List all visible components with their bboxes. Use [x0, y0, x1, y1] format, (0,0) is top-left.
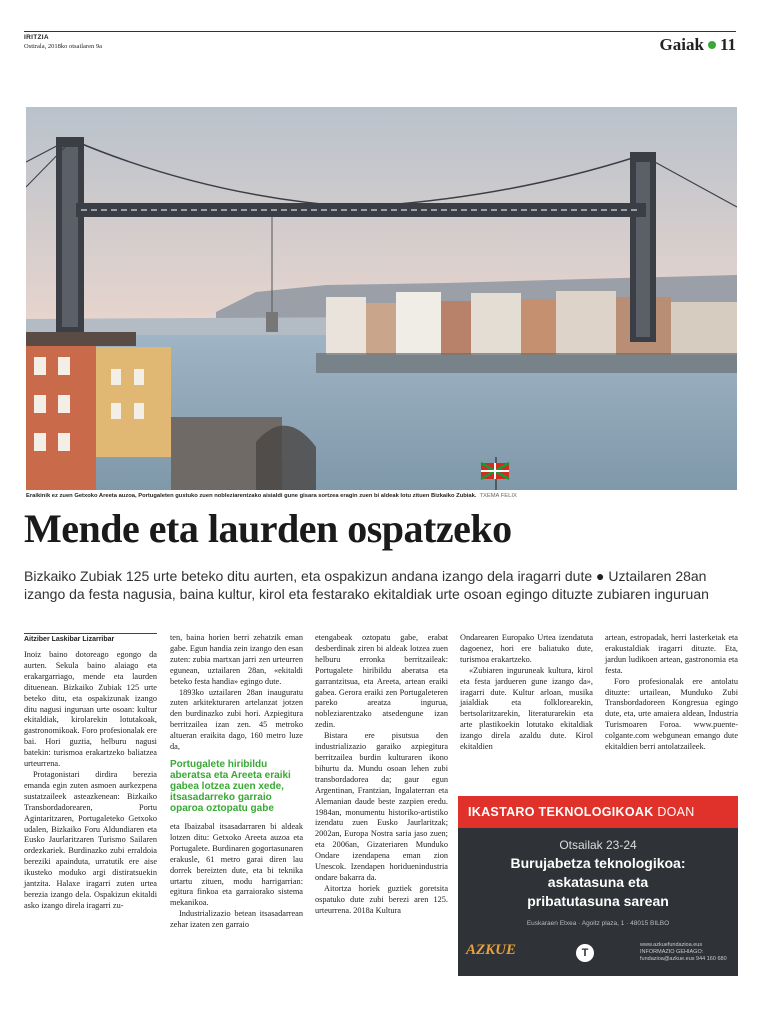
ad-title-line: pribatutasuna sarean — [527, 893, 669, 909]
lead-bullet: ● — [596, 568, 605, 584]
column-1 — [24, 633, 157, 912]
gondola — [266, 312, 278, 332]
photo-credit: TXEMA FELIX — [479, 493, 517, 499]
paragraph: Foro profesionalak ere antolatu dituzte: urtailean, Munduko Zubi Transbordadoreen Kongresua egingo dute, eta, urte amaiera aldean, Industria Turismoaren Foroa. www.puente-colgante.com webgunean emango dute ekitaldien berri antolatzaileek. — [605, 676, 738, 752]
paragraph: Protagonistari dirdira berezia emanda egin zuten asmoen aurkezpena sustatzaileek asteazkenean: Bizkaiko Transbordadorearen, Portu Agintaritzaren, Portugaleteko Getxoko udalen, Bizkaiko Foru Aldundiaren eta Eusko Jaurlaritzaren Turismo Sailaren ordezkariek. Burdinazko zubi erraldoia bereziki apainduta, urratutik ere aise ikusteko moduko argi distiratsuekin jantzita. Halaxe iragarri zuten urtea berezia izango dela. Ospakizun ekitaldi asko izango direla iragarri zu- — [24, 769, 157, 910]
caption-text: Eraikinik ez zuen Getxoko Areeta auzoa, Portugaleten gustuko zuen nobleziarentzako aisialdi gune gisara sortzea eragin zuen bi aldeak lotu zituen Bizkaiko Zubiak. — [26, 493, 477, 499]
section-label: IRITZIA — [24, 34, 49, 41]
green-dot-icon — [708, 41, 716, 49]
lead-part-1: Bizkaiko Zubiak 125 urte beteko ditu aurten, eta ospakizun andana izango dela iragarri dute — [24, 568, 593, 584]
ad-title-line: askatasuna eta — [547, 874, 649, 890]
column-4 — [460, 633, 593, 753]
paragraph: Ondarearen Europako Urtea izendatuta dagoenez, hori ere baliatuko dute, turismoa erakartzeko. — [460, 633, 593, 664]
ad-banner — [458, 796, 738, 828]
pull-quote: Portugalete hiribildu aberatsa eta Areeta eraiki gabea lotzea zuen xede, itsasadarreko garraio oparoa oztopatu gabe — [170, 758, 291, 814]
column-3 — [315, 633, 448, 917]
t-logo-icon: T — [576, 944, 594, 962]
ad-title-line: Burujabetza teknologikoa: — [510, 855, 686, 871]
paragraph: artean, estropadak, herri lasterketak eta erakustaldiak iragarri dituzte. Eta, jardun ludikoen artean, gastronomia eta festa. — [605, 633, 738, 675]
headline: Mende eta laurden ospatzeko — [24, 506, 512, 551]
paragraph: Inoiz baino dotoreago egongo da aurten. Sekula baino alaiago eta erakargarriago, mende eta laurden dituenean. Bizkaiko Zubiak 125 urte beteko ditu, eta ospakizunak izango ditu nagusi inguruan urte osoan: kultur ekitaldiak, kirolarekin lotutakoak, gastronomikoak. Foro profesionalak ere bai. Hori guztia, helburu nagusi batekin: turismoa erakartzeko baliatzea urteurrena. — [24, 650, 157, 769]
paragraph: Industrializazio betean itsasadarrean zehar izaten zen garraio — [170, 909, 303, 930]
advertisement[interactable] — [458, 796, 738, 976]
byline: Aitziber Laskibar Lizarribar — [24, 633, 157, 643]
paragraph: «Zubiaren inguruneak kultura, kirol eta festa jardueren gune izango da», iragarri dute. Kultur arloan, musika jaialdiak eta folklorearekin, bertsolaritzarekin, literaturarekin eta arte plastikoekin lotutako ekitaldiak izango direla azaldu dute. Kirol ekitaldien — [460, 665, 593, 752]
lead-part-2: Uztailaren 28an izango da festa nagusia, baina kultur, kirol eta festarako ekitaldiak urte osoan egingo dituzte zubiaren inguruan — [24, 568, 709, 602]
ad-contact: www.azkuefundazioa.eus INFORMAZIO GEHIAGO: fundazioa@azkue.eus 944 160 680 — [640, 942, 727, 962]
paragraph: 1893ko uztailaren 28an inauguratu zuten arkitekturaren artelanzat jotzen den burdinazko zubi hori. Azpiegitura berritzailea izan zen. 45 metroko altueran eraikita dago, 160 metro luze da, — [170, 687, 303, 752]
column-2 — [170, 633, 303, 931]
article-photo — [26, 107, 737, 490]
ad-title — [458, 854, 738, 911]
section-brand — [660, 35, 736, 55]
paragraph: eta Ibaizabal itsasadarraren bi aldeak lotzen ditu: Getxoko Areeta auzoa eta Portugalete. Burdinaren gogortasunaren erakusle, 61 metro garai diren lau dorrek bereizten dute, eta bi teknika urtartu zituen, modu harrigarrian: egitura finkoa eta garraiorako sistema mekanikoa. — [170, 821, 303, 908]
page-number: 11 — [719, 35, 736, 54]
lead-paragraph — [24, 567, 736, 603]
photo-caption — [26, 493, 737, 499]
ad-banner-tag: DOAN — [657, 805, 695, 819]
brand-name: Gaiak — [659, 35, 704, 54]
paragraph: etengabeak oztopatu gabe, erabat desberdinak ziren bi aldeak lotzea zuen helburu erronka berritzaileak: Portugalete hiribildu aberatsa eta garrantzitsua, eta Areeta, artean eraiki gabea. Gerora eraiki zen Portugaleteren pareko areatza ingurua, nobleziarentzako atsedengune izan zedin. — [315, 633, 448, 730]
dateline: Ostirala, 2018ko otsailaren 9a — [24, 43, 102, 50]
paragraph: Bistara ere pisutsua den industrializazio garaiko azpiegitura berritzailea burdin kulturaren ikono bihurtu da. Mundu osoan lehen zubi transbordadorea da; gaur egun Argentinan, Frantzian, Ingalaterran eta Alemanian daude beste zazpien eredu. 1984an, monumentu historiko-artistiko izendatu zuen Eusko Jaurlaritzak; 2002an, Europa Nostra saria jaso zuen; eta 2006an, Gizateriaren Munduko Ondare izendapena eman zion Unescok. Izendapen horiduenindustria ondare bakarra da. — [315, 731, 448, 882]
ad-location: Euskaraen Etxea · Agoitz plaza, 1 · 48015 BILBO — [526, 920, 670, 927]
bridge-photo-illustration — [26, 107, 737, 490]
ad-dates: Otsailak 23-24 — [559, 838, 637, 852]
paragraph: Aitortza horiek guztiek goretsita ospatuko dute zubi berezi aren 125. urteurrena. 2018a Kultura — [315, 883, 448, 915]
paragraph: ten, baina horien berri zehatzik eman gabe. Egun handia zein izango den esan zuten: zubia martxan jarri zen urteurren egunean, uztailaren 28an, «ekitaldi beteko festa handia» egingo dute. — [170, 633, 303, 686]
azkue-logo: AZKUE — [466, 942, 517, 958]
header-rule — [24, 31, 736, 32]
column-5 — [605, 633, 738, 753]
ad-banner-title: IKASTARO TEKNOLOGIKOAK — [468, 805, 654, 819]
